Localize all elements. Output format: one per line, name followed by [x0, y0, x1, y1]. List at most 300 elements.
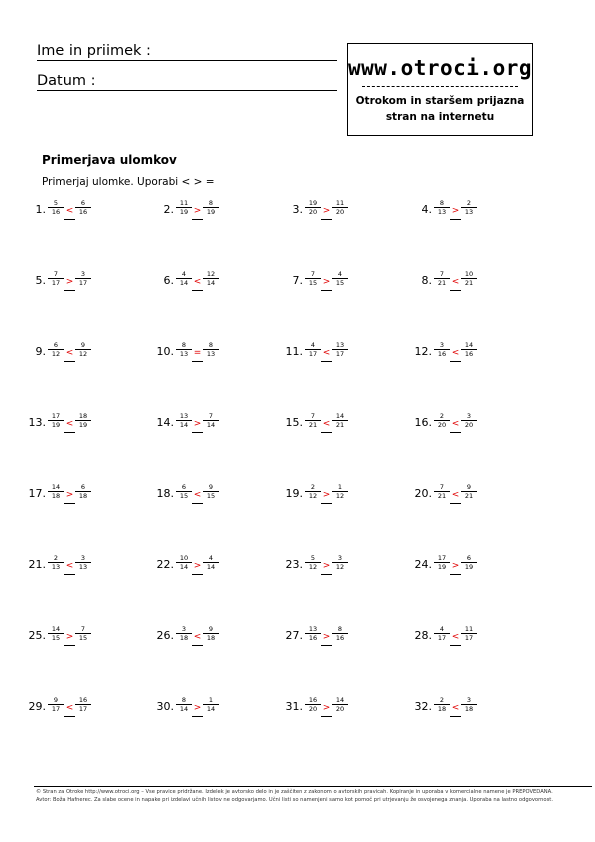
problem-number: 31. — [285, 700, 303, 713]
right-numerator: 3 — [337, 554, 343, 562]
right-numerator: 9 — [80, 341, 86, 349]
right-numerator: 9 — [208, 625, 214, 633]
right-denominator: 21 — [461, 278, 477, 287]
answer-sign[interactable]: < — [450, 420, 461, 433]
right-fraction — [461, 483, 477, 500]
answer-sign[interactable]: < — [450, 278, 461, 291]
right-numerator: 11 — [335, 199, 345, 207]
right-fraction — [75, 625, 91, 642]
left-denominator: 17 — [48, 704, 64, 713]
problem-item — [24, 625, 134, 649]
right-fraction — [203, 270, 219, 287]
answer-sign[interactable]: < — [450, 633, 461, 646]
left-numerator: 17 — [437, 554, 447, 562]
answer-sign[interactable]: = — [192, 349, 203, 362]
right-fraction — [332, 270, 348, 287]
problem-number: 19. — [285, 487, 303, 500]
left-numerator: 17 — [51, 412, 61, 420]
problem-number: 9. — [35, 345, 46, 358]
problem-item — [152, 625, 262, 649]
right-denominator: 13 — [461, 207, 477, 216]
right-denominator: 20 — [332, 207, 348, 216]
left-fraction — [434, 412, 450, 429]
left-denominator: 15 — [176, 491, 192, 500]
answer-sign[interactable]: < — [192, 491, 203, 504]
problem-item — [24, 696, 134, 720]
right-denominator: 21 — [332, 420, 348, 429]
left-fraction — [305, 412, 321, 429]
right-numerator: 6 — [80, 199, 86, 207]
right-denominator: 18 — [75, 491, 91, 500]
date-label: Datum : — [37, 73, 96, 89]
left-numerator: 13 — [308, 625, 318, 633]
problem-item — [410, 483, 520, 507]
answer-sign[interactable]: < — [64, 704, 75, 717]
left-fraction — [434, 199, 450, 216]
answer-sign[interactable]: > — [64, 633, 75, 646]
right-numerator: 3 — [80, 554, 86, 562]
right-numerator: 10 — [464, 270, 474, 278]
left-fraction — [48, 696, 64, 713]
problem-item — [281, 412, 391, 436]
right-fraction — [332, 412, 348, 429]
worksheet-instructions: Primerjaj ulomke. Uporabi < > = — [42, 176, 215, 188]
date-field[interactable] — [37, 72, 337, 91]
right-denominator: 17 — [75, 278, 91, 287]
problem-number: 24. — [414, 558, 432, 571]
answer-sign[interactable]: > — [321, 207, 332, 220]
left-numerator: 2 — [439, 696, 445, 704]
problem-number: 4. — [421, 203, 432, 216]
left-denominator: 18 — [434, 704, 450, 713]
left-fraction — [176, 483, 192, 500]
right-denominator: 14 — [203, 562, 219, 571]
problem-number: 17. — [28, 487, 46, 500]
right-numerator: 13 — [335, 341, 345, 349]
right-numerator: 11 — [464, 625, 474, 633]
problem-number: 14. — [156, 416, 174, 429]
problem-number: 12. — [414, 345, 432, 358]
left-fraction — [434, 341, 450, 358]
right-denominator: 12 — [332, 491, 348, 500]
problem-item — [410, 625, 520, 649]
name-label: Ime in priimek : — [37, 43, 151, 59]
left-denominator: 19 — [176, 207, 192, 216]
right-numerator: 1 — [337, 483, 343, 491]
answer-sign[interactable]: < — [321, 420, 332, 433]
left-fraction — [176, 554, 192, 571]
left-fraction — [434, 696, 450, 713]
right-denominator: 16 — [461, 349, 477, 358]
left-denominator: 14 — [176, 562, 192, 571]
problem-item — [281, 341, 391, 365]
right-denominator: 19 — [75, 420, 91, 429]
left-fraction — [48, 625, 64, 642]
problem-item — [281, 554, 391, 578]
left-numerator: 4 — [310, 341, 316, 349]
left-fraction — [305, 554, 321, 571]
answer-sign[interactable]: < — [450, 704, 461, 717]
left-denominator: 12 — [48, 349, 64, 358]
right-fraction — [75, 696, 91, 713]
left-denominator: 18 — [48, 491, 64, 500]
left-numerator: 5 — [53, 199, 59, 207]
left-numerator: 7 — [310, 270, 316, 278]
left-numerator: 7 — [439, 483, 445, 491]
right-numerator: 18 — [78, 412, 88, 420]
left-denominator: 16 — [48, 207, 64, 216]
right-numerator: 14 — [335, 412, 345, 420]
answer-sign[interactable]: > — [64, 278, 75, 291]
left-numerator: 8 — [439, 199, 445, 207]
right-numerator: 3 — [466, 696, 472, 704]
right-numerator: 2 — [466, 199, 472, 207]
right-fraction — [203, 412, 219, 429]
right-fraction — [203, 341, 219, 358]
right-denominator: 18 — [461, 704, 477, 713]
left-denominator: 16 — [434, 349, 450, 358]
right-fraction — [75, 341, 91, 358]
site-box — [347, 43, 533, 136]
problem-item — [152, 483, 262, 507]
problem-item — [24, 199, 134, 223]
footer — [36, 788, 592, 804]
problem-number: 3. — [292, 203, 303, 216]
problem-number: 2. — [163, 203, 174, 216]
problem-item — [152, 554, 262, 578]
right-fraction — [332, 341, 348, 358]
site-url: www.otroci.org — [348, 56, 533, 80]
right-fraction — [461, 412, 477, 429]
left-fraction — [434, 554, 450, 571]
right-numerator: 9 — [208, 483, 214, 491]
problem-item — [24, 483, 134, 507]
left-numerator: 5 — [310, 554, 316, 562]
left-fraction — [305, 625, 321, 642]
right-fraction — [203, 696, 219, 713]
left-numerator: 7 — [439, 270, 445, 278]
left-denominator: 19 — [48, 420, 64, 429]
left-fraction — [434, 625, 450, 642]
footer-divider — [34, 786, 592, 787]
right-denominator: 16 — [75, 207, 91, 216]
right-numerator: 12 — [206, 270, 216, 278]
left-fraction — [176, 625, 192, 642]
left-numerator: 3 — [439, 341, 445, 349]
left-fraction — [176, 199, 192, 216]
problem-item — [410, 270, 520, 294]
right-fraction — [203, 625, 219, 642]
right-fraction — [75, 199, 91, 216]
left-denominator: 15 — [305, 278, 321, 287]
name-field[interactable] — [37, 42, 337, 61]
problem-item — [152, 341, 262, 365]
right-denominator: 17 — [332, 349, 348, 358]
problem-item — [281, 270, 391, 294]
right-fraction — [332, 483, 348, 500]
problem-item — [410, 199, 520, 223]
problem-item — [281, 696, 391, 720]
right-fraction — [461, 554, 477, 571]
left-denominator: 12 — [305, 562, 321, 571]
right-numerator: 3 — [80, 270, 86, 278]
left-denominator: 17 — [48, 278, 64, 287]
problem-number: 20. — [414, 487, 432, 500]
answer-sign[interactable]: > — [192, 562, 203, 575]
problem-number: 13. — [28, 416, 46, 429]
left-denominator: 17 — [434, 633, 450, 642]
answer-sign[interactable]: < — [321, 349, 332, 362]
left-fraction — [305, 696, 321, 713]
problem-number: 32. — [414, 700, 432, 713]
left-fraction — [48, 483, 64, 500]
left-numerator: 8 — [181, 696, 187, 704]
problem-item — [24, 341, 134, 365]
right-denominator: 17 — [75, 704, 91, 713]
left-denominator: 19 — [434, 562, 450, 571]
left-fraction — [48, 270, 64, 287]
right-numerator: 9 — [466, 483, 472, 491]
right-denominator: 18 — [203, 633, 219, 642]
answer-sign[interactable]: > — [321, 278, 332, 291]
problem-item — [281, 625, 391, 649]
left-numerator: 2 — [310, 483, 316, 491]
right-denominator: 14 — [203, 278, 219, 287]
right-fraction — [461, 341, 477, 358]
right-denominator: 19 — [203, 207, 219, 216]
answer-sign[interactable]: > — [192, 704, 203, 717]
left-denominator: 20 — [305, 207, 321, 216]
site-tagline-line-1: Otrokom in staršem prijazna — [355, 95, 525, 107]
left-numerator: 19 — [308, 199, 318, 207]
left-fraction — [305, 199, 321, 216]
left-numerator: 14 — [51, 625, 61, 633]
right-denominator: 15 — [203, 491, 219, 500]
left-denominator: 13 — [48, 562, 64, 571]
right-denominator: 14 — [203, 420, 219, 429]
right-fraction — [332, 625, 348, 642]
left-numerator: 2 — [53, 554, 59, 562]
right-denominator: 19 — [461, 562, 477, 571]
answer-sign[interactable]: > — [450, 562, 461, 575]
right-numerator: 8 — [337, 625, 343, 633]
problem-number: 15. — [285, 416, 303, 429]
left-numerator: 3 — [181, 625, 187, 633]
left-numerator: 7 — [310, 412, 316, 420]
answer-sign[interactable]: < — [64, 420, 75, 433]
right-denominator: 17 — [461, 633, 477, 642]
left-fraction — [48, 341, 64, 358]
problem-item — [410, 341, 520, 365]
problem-number: 1. — [35, 203, 46, 216]
problem-item — [410, 412, 520, 436]
worksheet-title: Primerjava ulomkov — [42, 153, 177, 167]
right-numerator: 3 — [466, 412, 472, 420]
left-numerator: 16 — [308, 696, 318, 704]
problem-number: 6. — [163, 274, 174, 287]
right-denominator: 14 — [203, 704, 219, 713]
left-fraction — [48, 412, 64, 429]
problem-number: 16. — [414, 416, 432, 429]
problem-number: 25. — [28, 629, 46, 642]
left-fraction — [176, 412, 192, 429]
left-numerator: 10 — [179, 554, 189, 562]
right-denominator: 15 — [332, 278, 348, 287]
footer-copyright: © Stran za Otroke http://www.otroci.org – Vse pravice pridržane. Izdelek je avtorsko delo in je zaščiten z zakonom o avtorskih pravicah. Kopiranje in uporaba v komercialne namene je PREPOVEDANA. — [36, 789, 553, 795]
problem-number: 26. — [156, 629, 174, 642]
right-numerator: 1 — [208, 696, 214, 704]
answer-sign[interactable]: > — [192, 207, 203, 220]
problem-number: 7. — [292, 274, 303, 287]
answer-sign[interactable]: > — [321, 562, 332, 575]
right-numerator: 7 — [208, 412, 214, 420]
left-denominator: 17 — [305, 349, 321, 358]
right-fraction — [203, 554, 219, 571]
problem-item — [24, 554, 134, 578]
right-numerator: 14 — [335, 696, 345, 704]
problem-item — [152, 412, 262, 436]
left-fraction — [434, 483, 450, 500]
problem-number: 23. — [285, 558, 303, 571]
right-numerator: 8 — [208, 199, 214, 207]
answer-sign[interactable]: > — [321, 704, 332, 717]
left-numerator: 4 — [181, 270, 187, 278]
footer-disclaimer: Avtor: Boža Hafnerec. Za slabe ocene in napake pri izdelavi učnih listov ne odgovarjamo. Učni listi so namenjeni samo kot pomoč pri utrjevanju že osvojenega znanja. Uporaba na lastno odgovornost. — [36, 797, 553, 803]
answer-sign[interactable]: < — [450, 491, 461, 504]
left-numerator: 6 — [181, 483, 187, 491]
site-tagline — [348, 93, 532, 125]
left-denominator: 13 — [434, 207, 450, 216]
answer-sign[interactable]: < — [64, 562, 75, 575]
right-fraction — [203, 483, 219, 500]
left-fraction — [48, 554, 64, 571]
left-denominator: 21 — [434, 278, 450, 287]
left-denominator: 20 — [305, 704, 321, 713]
left-denominator: 12 — [305, 491, 321, 500]
left-denominator: 20 — [434, 420, 450, 429]
right-numerator: 14 — [464, 341, 474, 349]
right-fraction — [75, 270, 91, 287]
right-fraction — [75, 483, 91, 500]
left-numerator: 4 — [439, 625, 445, 633]
right-numerator: 4 — [208, 554, 214, 562]
answer-sign[interactable]: < — [64, 207, 75, 220]
right-denominator: 15 — [75, 633, 91, 642]
problem-item — [410, 554, 520, 578]
answer-sign[interactable]: < — [192, 278, 203, 291]
problem-number: 21. — [28, 558, 46, 571]
right-numerator: 6 — [466, 554, 472, 562]
problem-item — [281, 483, 391, 507]
answer-sign[interactable]: > — [192, 420, 203, 433]
problem-item — [152, 696, 262, 720]
left-numerator: 9 — [53, 696, 59, 704]
answer-sign[interactable]: > — [450, 207, 461, 220]
left-denominator: 21 — [434, 491, 450, 500]
right-numerator: 16 — [78, 696, 88, 704]
left-denominator: 14 — [176, 704, 192, 713]
right-denominator: 12 — [75, 349, 91, 358]
right-fraction — [203, 199, 219, 216]
right-denominator: 12 — [332, 562, 348, 571]
problem-item — [24, 270, 134, 294]
right-fraction — [332, 696, 348, 713]
problem-item — [152, 199, 262, 223]
right-fraction — [332, 199, 348, 216]
problem-number: 5. — [35, 274, 46, 287]
left-fraction — [305, 341, 321, 358]
right-numerator: 8 — [208, 341, 214, 349]
right-fraction — [75, 554, 91, 571]
problem-item — [281, 199, 391, 223]
answer-sign[interactable]: < — [450, 349, 461, 362]
left-denominator: 21 — [305, 420, 321, 429]
left-denominator: 14 — [176, 420, 192, 429]
right-denominator: 20 — [332, 704, 348, 713]
left-fraction — [305, 270, 321, 287]
left-denominator: 18 — [176, 633, 192, 642]
right-denominator: 20 — [461, 420, 477, 429]
left-fraction — [176, 696, 192, 713]
problem-item — [410, 696, 520, 720]
problem-number: 22. — [156, 558, 174, 571]
problem-item — [24, 412, 134, 436]
problem-number: 18. — [156, 487, 174, 500]
problem-number: 27. — [285, 629, 303, 642]
answer-sign[interactable]: > — [321, 491, 332, 504]
problem-number: 28. — [414, 629, 432, 642]
right-numerator: 7 — [80, 625, 86, 633]
right-fraction — [461, 625, 477, 642]
left-fraction — [176, 341, 192, 358]
site-tagline-line-2: stran na internetu — [385, 111, 495, 123]
right-numerator: 6 — [80, 483, 86, 491]
answer-sign[interactable]: > — [321, 633, 332, 646]
left-denominator: 14 — [176, 278, 192, 287]
left-numerator: 14 — [51, 483, 61, 491]
right-denominator: 16 — [332, 633, 348, 642]
left-fraction — [305, 483, 321, 500]
right-numerator: 4 — [337, 270, 343, 278]
problem-number: 8. — [421, 274, 432, 287]
right-fraction — [461, 696, 477, 713]
problem-item — [152, 270, 262, 294]
left-numerator: 2 — [439, 412, 445, 420]
right-denominator: 13 — [75, 562, 91, 571]
left-fraction — [434, 270, 450, 287]
right-fraction — [75, 412, 91, 429]
right-denominator: 13 — [203, 349, 219, 358]
problem-number: 29. — [28, 700, 46, 713]
answer-sign[interactable]: < — [64, 349, 75, 362]
left-fraction — [176, 270, 192, 287]
answer-sign[interactable]: > — [64, 491, 75, 504]
site-divider — [362, 86, 518, 87]
right-denominator: 21 — [461, 491, 477, 500]
left-numerator: 13 — [179, 412, 189, 420]
left-numerator: 11 — [179, 199, 189, 207]
right-fraction — [461, 199, 477, 216]
right-fraction — [461, 270, 477, 287]
answer-sign[interactable]: < — [192, 633, 203, 646]
problem-number: 11. — [285, 345, 303, 358]
left-numerator: 6 — [53, 341, 59, 349]
left-denominator: 16 — [305, 633, 321, 642]
left-numerator: 7 — [53, 270, 59, 278]
problem-number: 30. — [156, 700, 174, 713]
left-denominator: 13 — [176, 349, 192, 358]
right-fraction — [332, 554, 348, 571]
